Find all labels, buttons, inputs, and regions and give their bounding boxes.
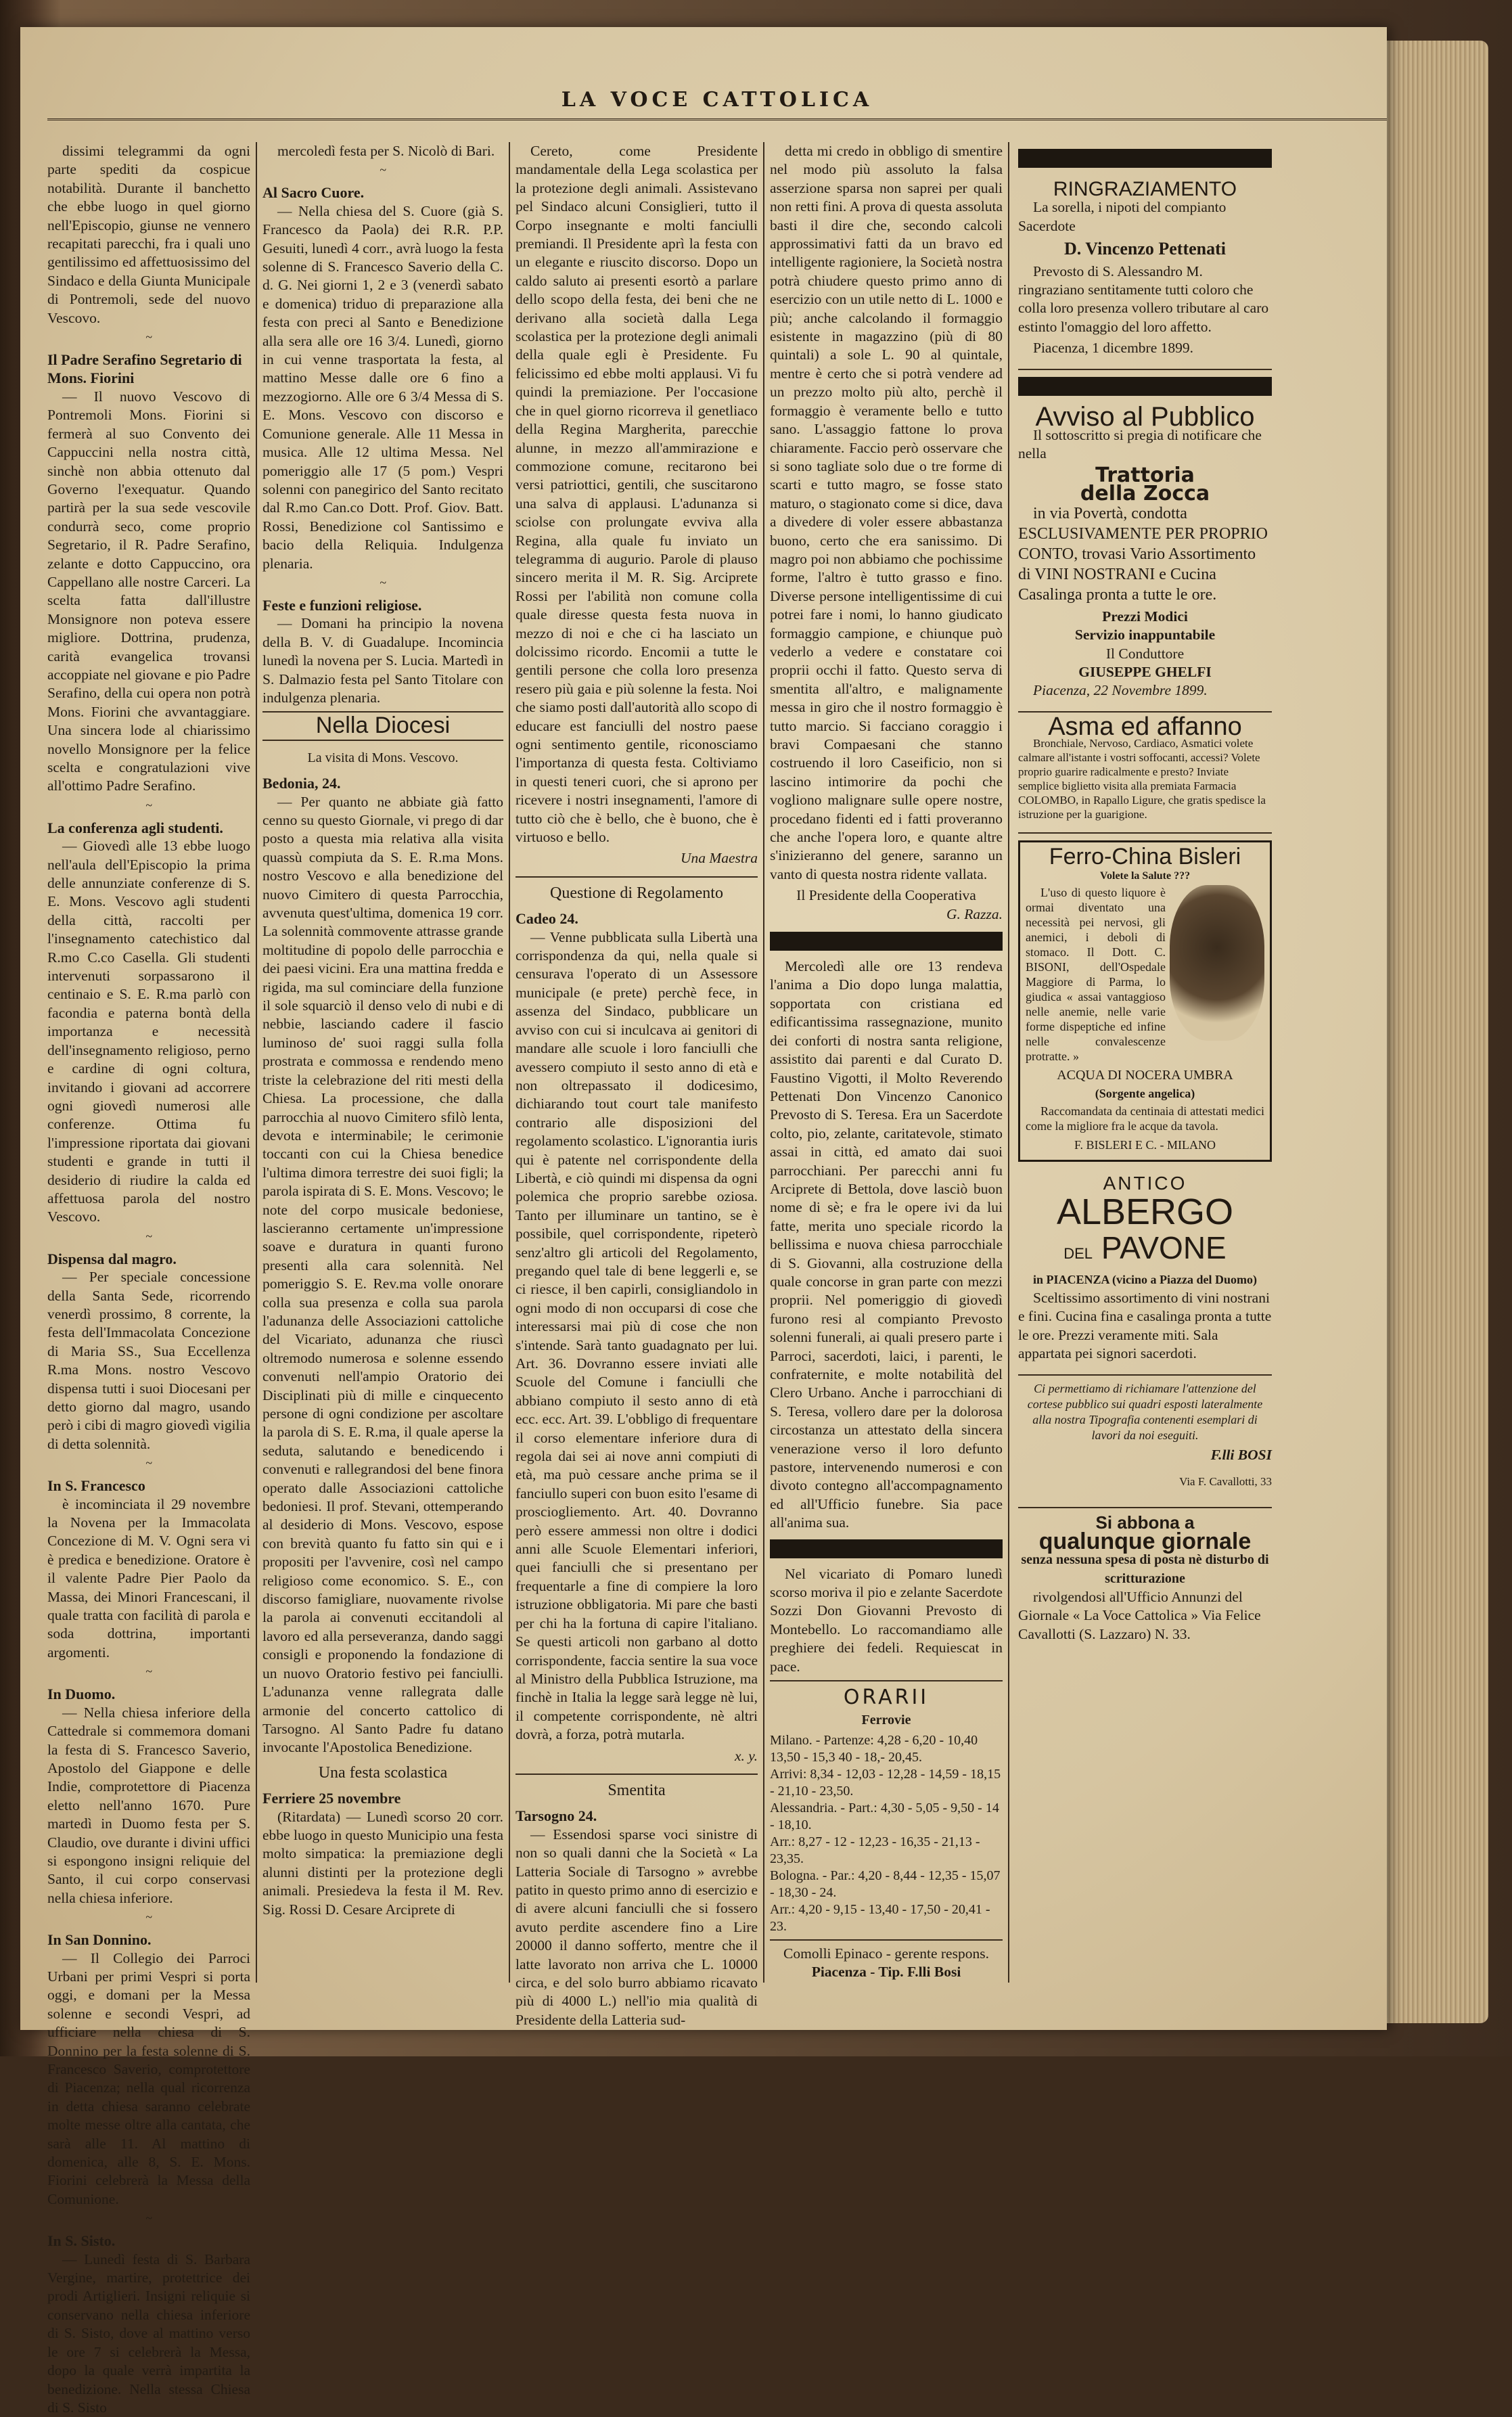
ad-text: Ci permettiamo di richiamare l'attenzione del cortese pubblico sui quadri esposti lateralmente alla nostra Tipografia contenenti esemplari di lavori da noi eseguiti. <box>1027 1381 1263 1442</box>
mourning-bar <box>1018 377 1272 396</box>
timetable-title: ORARII <box>843 1686 930 1710</box>
column-separator <box>1008 142 1009 1983</box>
divider <box>516 1774 758 1775</box>
article-signature: G. Razza. <box>946 905 1003 922</box>
ornament: ~ <box>380 163 386 177</box>
article-heading: Cadeo 24. <box>516 910 578 928</box>
ornament: ~ <box>145 798 152 812</box>
ornament: ~ <box>145 1229 152 1243</box>
page-stack-edge <box>1380 41 1488 2023</box>
article-text: mercoledì festa per S. Nicolò di Bari. <box>277 143 495 159</box>
article-heading: In S. Sisto. <box>47 2232 116 2250</box>
column-separator <box>256 142 257 1983</box>
timetable-subtitle: Ferrovie <box>861 1712 911 1727</box>
ad-trattoria-name: Trattoria <box>1095 463 1195 487</box>
article-text: — Nella chiesa del S. Cuore (già S. Francesco da Paola) dei R.R. P.P. Gesuiti, lunedì 4 corr., avrà luogo la festa solenne di S. Francesco Saverio della C. d. G. Nei giorni 1, 2 e 3 (venerdì sabato e domenica) triduo di preparazione alla festa con preci al Santo e Benedizione alla sera alle ore 16 3/4. Lunedì, giorno in cui venne trasportata la festa, al mattino Messe dalle ore 6 fino a mezzogiorno. Alle ore 6 3/4 Messa di S. E. Mons. Vescovo con discorso e Comunione generale. Alle 11 Messa in musica. Alle 12 ultima Messa. Nel pomeriggio alle 17 (5 pom.) Vespri solenni con panegirico del Santo recitato dal R.mo Can.co Dott. Prof. Giov. Batt. Rossi, Benedizione col Santissimo e bacio della Reliquia. Indulgenza plenaria. <box>262 202 503 572</box>
ad-title: Avviso al Pubblico <box>1035 401 1255 432</box>
article-text: dissimi telegrammi da ogni parte spediti da cospicue notabilità. Durante il banchetto che ebbe luogo in quel giorno nell'Episcopio, giunse ne vennero recapitati parecchi, fra i quali uno gentilissimo ed affettuosissimo del Sindaco e della Giunta Municipale di Pontremoli, sede del nuovo Vescovo. <box>47 143 250 326</box>
ad-text: Prevosto di S. Alessandro M. ringraziano sentitamente tutti coloro che colla loro presenza vollero tributare al caro estinto l'omaggio del loro affetto. <box>1018 263 1269 335</box>
ad-text: in via Povertà, condotta ESCLUSIVAMENTE PER PROPRIO CONTO, trovasi Vario Assortimento di VINI NOSTRANI e Cucina Casalinga pronta a tutte le ore. <box>1018 504 1268 604</box>
ad-text: ANTICO <box>1103 1173 1187 1194</box>
article-heading: Il Padre Serafino Segretario di Mons. Fiorini <box>47 351 242 387</box>
ad-signature: F.lli BOSI <box>1210 1446 1272 1463</box>
ornament: ~ <box>145 1910 152 1924</box>
article-signature: Una Maestra <box>680 850 758 867</box>
timetable-row: Bologna. - Par.: 4,20 - 8,44 - 12,35 - 15,07 - 18,30 - 24. <box>770 1868 1001 1900</box>
article-heading: Questione di Regolamento <box>550 884 723 902</box>
article-text: detta mi credo in obbligo di smentire nel modo più assoluto la falsa asserzione sparsa non saprei per quali non retti fini. A prova di questa assoluta basti il dire che, secondo calcoli approssimativi fatti da un bravo ed intelligente ragioniere, la Società nostra potrà chiudere questo primo anno di esercizio con un utile netto di L. 1000 e più; anche calcolando il formaggio esistente in magazzino (più di 80 quintali) a sole L. 90 al quintale, mentre è certo che si potrà vendere ad un prezzo molto più alto, perchè il formaggio è veramente bello e tutto sano. L'assaggio fattone lo prova chiaramente. Faccio però osservare che si sono tagliate solo due o tre forme di scarti e tutto magro, se fosse stato maturo, o stagionato come si dice, dava a divedere di voler essere abbastanza buono, certo che era sanissimo. Di magro poi non abbiamo che pochissime forme, l'altro è tutto grasso e fino. Diverse persone intelligentissime di cui potrei fare i nomi, lo hanno giudicato formaggio campione, e chiunque può vederlo a vedere e constatare coi proprii occhi il fatto. Questo serva di smentita all'altro, e malignamente messa in giro che il nostro formaggio è tutto marcio. Si facciano coraggio i bravi Compaesani che stanno costruendo il loro Caseificio, non si lascino intimorire da pochi che vogliono malignare sulle opere nostre, procedano fidenti ed i fatti proveranno che anche l'opera loro, e quante altre s'inizieranno del genere, saranno un vanto di questa nostra ridente vallata. <box>770 143 1003 882</box>
ad-title: Asma ed affanno <box>1048 712 1242 741</box>
article-text: — Essendosi sparse voci sinistre di non so quali danni che la Società « La Latteria Sociale di Tarsogno » avrebbe patito in questo primo anno di esercizio e di avere alcuni fanciulli che si fossero avuto perdite ascendere fino a Lire 20000 il danno sofferto, mentre che il latte lavorato non arriva che L. 10000 circa, e del solo burro abbiamo ricavato più di 4000 L.) nell'io mia qualità di Presidente della Latteria sud- <box>516 1826 758 2028</box>
ornament: ~ <box>145 1456 152 1470</box>
article-heading: Feste e funzioni religiose. <box>262 596 422 614</box>
article-text: — Per quanto ne abbiate già fatto cenno su questo Giornale, vi prego di dar posto a questa mia relativa alla visita quassù compiuta da S. E. R.ma Mons. nostro Vescovo e alla benedizione del nuovo Cimitero di questa Parrocchia, avvenuta quest'ultima, domenica 19 corr. La solennità commovente attrasse grande moltitudine di popolo delle parrocchia e dei paesi vicini. Era una mattina fredda e rigida, ma sul cominciare della funzione il sole squarciò il denso velo di nubi e di nebbie, lasciando cadere il fascio luminoso de' suoi raggi sulla folla prostrata e commossa e rendendo meno triste la celebrazione del riti mesti della Chiesa. La processione, che dalla parrocchia al nuovo Cimitero sfilò lenta, devota e interminabile; le cerimonie toccanti con cui la Chiesa benedice l'ultima dimora terrestre dei suoi figli; la parola ispirata di S. E. Mons. Vescovo; le note del corpo musicale bedoniese, lascieranno certamente un'impressione soave e duratura in quanti furono presenti alla cara solennità. Nel pomeriggio S. E. Rev.ma volle onorare colla sua presenza e colla sua parola l'adunanza delle Associazioni cattoliche del Vicariato, adunanza che riuscì oltremodo numerosa e solenne essendo convenuti nell'ampio Oratorio dei Disciplinati più di mille e cinquecento persone di ogni condizione per ascoltare la parola di S. E. R.ma, il quale aperse la seduta, salutando e benedicendo i convenuti e rallegrandosi del bene finora operato dalle Associazioni cattoliche bedoniesi. Il prof. Stevani, ottemperando al desiderio di Mons. Vescovo, espose con brevità quanto fu fatto sin qui e i propositi per l'avvenire, così nel campo religioso come economico. S. E., con discorso famigliare, nuovamente rivolse la parola ai convenuti eccitandoli al lavoro ed alla perseveranza, dando saggi consigli e proponendo la fondazione di un nuovo Oratorio festivo pei fanciulli. L'adunanza venne rallegrata dalle armonie del concerto cattolico di Tarsogno. Al Santo Padre fu datano invocante l'Apostolica Benedizione. <box>262 793 503 1756</box>
ad-text: Bronchiale, Nervoso, Cardiaco, Asmatici volete calmare all'istante i vostri soffocanti, accessi? Volete proprio guarire radicalmente e presto? Inviate semplice biglietto visita alla premiata Farmacia COLOMBO, in Rapallo Ligure, che gratis spedisce la istruzione per la guarigione. <box>1018 737 1266 821</box>
article-heading: Bedonia, 24. <box>262 775 341 792</box>
divider <box>516 876 758 878</box>
ad-title: RINGRAZIAMENTO <box>1053 178 1237 200</box>
ad-ringraziamento <box>1018 175 1272 370</box>
ad-signature: GIUSEPPE GHELFI <box>1078 663 1212 680</box>
timetable-row: Alessandria. - Part.: 4,30 - 5,05 - 9,50 - 14 - 18,10. <box>770 1800 999 1832</box>
ad-text: rivolgendosi all'Ufficio Annunzi del Giornale « La Voce Cattolica » Via Felice Cavallotti (S. Lazzaro) N. 33. <box>1018 1589 1261 1642</box>
ad-trattoria-name: della Zocca <box>1080 482 1210 506</box>
timetable <box>770 1732 1003 1935</box>
ad-text: La sorella, i nipoti del compianto Sacerdote <box>1018 199 1227 234</box>
ad-asma <box>1018 713 1272 834</box>
mourning-bar <box>770 1539 1003 1558</box>
column-3 <box>516 142 758 2028</box>
column-4 <box>770 142 1003 1983</box>
article-text: — Lunedì festa di S. Barbara Vergine, martire, protettrice dei prodi Artiglieri. Insigni reliquie si conservano nella chiesa inferiore di S. Sisto, dove al mattino verso le ore 7 si celebrerà la Messa, dopo la quale verrà impartita la benedizione. Nella stessa Chiesa di S. Sisto <box>47 2251 250 2416</box>
timetable-row: Arr.: 4,20 - 9,15 - 13,40 - 17,50 - 20,41 - 23. <box>770 1901 990 1934</box>
ad-name: D. Vincenzo Pettenati <box>1063 239 1226 259</box>
article-heading: Smentita <box>608 1781 666 1799</box>
column-1 <box>47 142 250 2416</box>
ad-date: Piacenza, 22 Novembre 1899. <box>1033 682 1208 699</box>
ad-title: PAVONE <box>1101 1229 1227 1265</box>
ad-albergo <box>1018 1169 1272 1375</box>
article-heading: La conferenza agli studenti. <box>47 819 223 836</box>
article-heading: Al Sacro Cuore. <box>262 184 365 202</box>
article-heading: In S. Francesco <box>47 1477 145 1495</box>
ornament: ~ <box>380 575 386 589</box>
timetable-row: Arr.: 8,27 - 12 - 12,23 - 16,35 - 21,13 - 23,35. <box>770 1834 980 1866</box>
masthead <box>47 80 1387 120</box>
ad-text: Servizio inappuntabile <box>1074 627 1216 643</box>
ad-title: Ferro-China Bisleri <box>1049 844 1241 870</box>
article-text: — Giovedì alle 13 ebbe luogo nell'aula dell'Episcopio la prima delle annunziate conferenze di S. E. Mons. Vescovo agli studenti della città, raccolti per l'insegnamento catechistico dal R.mo C.co Casella. Gli studenti intervenuti sorpassarono il centinaio e S. E. R.ma parlò con facondia e paterna bontà della importanza e necessità dell'insegnamento religioso, perno e cardine di ogni coltura, invitando i giovani ad accorrere ogni giovedì numerosi alle conferenze. Ottima fu l'impressione riportata dai giovani studenti e grande in tutti il desiderio di riudire la calda ed affettuosa parola del nostro Vescovo. <box>47 838 250 1225</box>
article-heading: In San Donnino. <box>47 1931 152 1949</box>
subheading: La visita di Mons. Vescovo. <box>307 750 459 765</box>
section-heading: Nella Diocesi <box>262 711 503 740</box>
mourning-bar <box>770 932 1003 951</box>
ad-text: Sceltissimo assortimento di vini nostrani e fini. Cucina fina e casalinga pronta a tutte le ore. Prezzi veramente miti. Sala appartata pei signori sacerdoti. <box>1018 1289 1272 1362</box>
ad-location: in PIACENZA (vicino a Piazza del Duomo) <box>1033 1272 1257 1286</box>
article-text: — Per speciale concessione della Santa Sede, ricorrendo venerdì prossimo, 8 corrente, la festa dell'Immacolata Concezione di Maria SS., Sua Eccellenza R.ma Mons. nostro Vescovo dispensa tutti i suoi Diocesani per detto giorno dal magro, usando però i cibi di magro giovedì vigilia di detta solennità. <box>47 1269 250 1452</box>
ad-text: Il sottoscritto si pregia di notificare che nella <box>1018 427 1262 462</box>
ad-tipografia <box>1018 1376 1272 1509</box>
article-heading: In Duomo. <box>47 1686 116 1703</box>
timetable-row: Arrivi: 8,34 - 12,03 - 12,28 - 14,59 - 18,15 - 21,10 - 23,50. <box>770 1766 1001 1799</box>
newspaper-page <box>20 27 1387 2416</box>
ad-date: Piacenza, 1 dicembre 1899. <box>1033 340 1194 357</box>
article-text: — Venne pubblicata sulla Libertà una corrispondenza da qui, nella quale si censurava l'operato di un Assessore municipale (e prete) perchè fece, in assenza del Sindaco, pubblicare un avviso con cui si inculcava ai genitori di mandare alle scuole i loro fanciulli che avessero compiuto il sesto anno di età e non oltrepassato il dodicesimo, dichiarando tout court tale manifesto contrario alle disposizioni del regolamento scolastico. L'ignorantia iuris qui è patente nel corrispondente della Libertà, e ciò quindi mi dispensa da ogni polemica che proprio sarebbe oziosa. Tanto per illuminare un tantino, se è possibile, quel corrispondente, ripeterò senz'altro gli articoli del Regolamento, pregando quel tale di bene leggerli e, se ci riesce, il ben capirli, consigliandolo in ogni modo di non occuparsi di cose che interessarsi mai più di cose che non s'intende. Sarà tanto guadagnato per lui. Art. 36. Dovranno essere inviati alle Scuole del Comune i fanciulli che abbiano compiuto il sesto anno di età ecc. ecc. Art. 39. L'obbligo di frequentare il corso elementare inferiore dura di regola dai sei ai nove anni compiuti di età, ma può cessare anche prima se il fanciullo superi con buon esito l'esame di prosciogliemento. Art. 40. Dovranno però essere ammessi non oltre i dodici anni alle Scuole Elementari inferiori, quei fanciulli che si presentano per frequentarle a fine di compiere la loro istruzione obbligatoria. Mi pare che basti per chi ha la fortuna di capire l'italiano. Se questi articoli non garbano al dotto corrispondente, faccia sentire la sua voce al Ministro della Pubblica Istruzione, ma finchè in Italia la legge sarà legge nè lui, il competente corrispondente, nè altri dovrà, a forza, potrà mutarla. <box>516 928 758 1743</box>
ad-title: ALBERGO <box>1056 1191 1234 1232</box>
article-text: — Domani ha principio la novena della B. V. di Guadalupe. Incomincia lunedì la novena per S. Lucia. Martedì in S. Dalmazio festa pel Santo Titolare con indulgenza plenaria. <box>262 615 503 706</box>
article-signature: x. y. <box>734 1747 758 1764</box>
obituary-text: Nel vicariato di Pomaro lunedì scorso moriva il pio e zelante Sacerdote Sozzi Don Giovanni Prevosto di Montebello. Lo raccomandiamo alle preghiere dei fedeli. Requiescat in pace. <box>770 1565 1003 1675</box>
ad-slogan: Volete la Salute ??? <box>1099 869 1191 882</box>
ad-text: Il Conduttore <box>1105 645 1185 662</box>
mourning-bar <box>1018 149 1272 168</box>
obituary-text: Mercoledì alle ore 13 rendeva l'anima a Dio dopo lunga malattia, sopportata con cristiana ed edificantissima rassegnazione, munito dei conforti di nostra santa religione, assistito dai parenti e dal Curato D. Faustino Vigotti, il Molto Reverendo Pettenati Don Vincenzo Canonico Prevosto di S. Teresa. Era un Sacerdote colto, pio, zelante, caritatevole, stimato assai in città, ed amato dai suoi parrocchiani. Per parecchi anni fu Arciprete di Bettola, dove lasciò buon nome di sè; e fra le opere ivi da lui fatte, merita uno speciale ricordo la bellissima e nuova chiesa parrocchiale di S. Giovanni, alla costruzione della quale concorse in gran parte con mezzi proprii. Nel pomeriggio di giovedì furono resi al compianto Prevosto solenni funerali, ai quali presero parte i Parroci, sacerdoti, laici, i parenti, le confraternite, e molte notabilità del Clero Urbano. Anche i parrocchiani di S. Teresa, vollero dare per la dolorosa circostanza un attestato della sincera venerazione verso il loro defunto pastore, intervenendo numerosi e con divoto contegno all'accompagnamento ed all'Ufficio funebre. Sia pace all'anima sua. <box>770 958 1003 1531</box>
ad-bisleri <box>1018 840 1272 1162</box>
ad-text: Prezzi Modici <box>1102 608 1188 625</box>
timetable-row: Milano. - Partenze: 4,28 - 6,20 - 10,40 13,50 - 15,3 40 - 18,- 20,45. <box>770 1732 978 1765</box>
column-2 <box>262 142 503 1983</box>
article-heading: Dispensa dal magro. <box>47 1250 177 1267</box>
article-text: — Nella chiesa inferiore della Cattedrale si commemora domani la festa di S. Francesco Saverio, Apostolo del Giappone e delle Indie, comprotettore di Piacenza eletto nell'anno 1670. Pure martedì in Duomo festa per S. Claudio, ove durante i divini uffici si espongono insigni reliquie del Santo, il cui corpo conservasi nella chiesa inferiore. <box>47 1704 250 1906</box>
article-text: — Il Collegio dei Parroci Urbani per primi Vespri si porta oggi, e domani per la Messa solenne e secondi Vespri, ad ufficiare nella chiesa di S. Donnino per la festa solenne di S. Francesco Saverio, comprotettore di Piacenza; nella qual ricorrenza in detta chiesa saranno celebrate molte messe oltre alla cantata, che sarà alle 11. Al mattino di domenica, alle 8, S. E. Mons. Fiorini celebrerà la Messa della Comunione. <box>47 1949 250 2207</box>
ornament: ~ <box>145 1665 152 1679</box>
divider <box>770 1939 1003 1941</box>
ad-product: ACQUA DI NOCERA UMBRA <box>1057 1067 1233 1083</box>
ornament: ~ <box>145 330 152 344</box>
ornament: ~ <box>145 2211 152 2226</box>
article-heading: Una festa scolastica <box>318 1763 448 1782</box>
ad-abbonamenti <box>1018 1508 1272 1654</box>
article-heading: Ferriere 25 novembre <box>262 1790 401 1807</box>
article-text: Cereto, come Presidente mandamentale della Lega scolastica per la protezione degli animali. Assistevano pel Sindaco alcuni Consiglieri, tutto il Corpo insegnante e molti fanciulli premiandi. Il Presidente aprì la festa con un elegante e riuscito discorso. Dopo un caldo saluto ai presenti esortò a parlare dello scopo della festa, dei beni che ne derivano alla società dalla Lega scolastica per la protezione degli animali della quale egli è Presidente. Fu felicissimo ed ebbe molti applausi. Vi fu quindi la premiazione. Per l'occasione che in quel giorno ricorreva il genetliaco della Regina Margherita, parecchie alunne, in mezzo all'ammirazione e commozione comune, recitarono bei versi patriottici, gentili, che suscitarono una salva di applausi. L'adunanza si sciolse con prolungate evviva alla Regina, alla quale fu inviato un telegramma di augurio. Parole di plauso sincero merita il M. R. Sig. Arciprete Rossi per l'abilità non comune colla quale diresse questa festa nuova in mezzo di noi e che ci ha lasciato un dolcissimo ricordo. Encomii a tutte le gentili persone che colla loro presenza resero più gaia e più solenne la festa. Noi che siamo posti dall'autorità allo scopo di educare est fanciulli del nostro paese ogni sentimento gentile, riconosciamo l'importanza di questa festa. Coltiviamo in questi teneri cuori, che si aprono per ricevere i nostri insegnamenti, l'amore di tutto ciò che è bello, che è buono, che è virtuoso e bello. <box>516 143 758 846</box>
newspaper-title: LA VOCE CATTOLICA <box>561 88 873 112</box>
ad-title: qualunque giornale <box>1038 1528 1252 1554</box>
ad-text: senza nessuna spesa di posta nè disturbo di scritturazione <box>1021 1552 1269 1586</box>
ad-subtitle: (Sorgente angelica) <box>1095 1087 1195 1101</box>
ad-title <box>1018 1231 1272 1271</box>
ad-trattoria <box>1018 403 1272 713</box>
article-heading: Tarsogno 24. <box>516 1807 597 1825</box>
ad-text: Raccomandata da centinaia di attestati medici come la migliore fra le acque da tavola. <box>1026 1104 1264 1133</box>
ads-column <box>1018 142 1272 1983</box>
article-signature: Il Presidente della Cooperativa <box>796 887 976 904</box>
ad-text: DEL <box>1063 1244 1093 1262</box>
column-separator <box>509 142 510 1983</box>
imprint-editor: Comolli Epinaco - gerente respons. <box>783 1945 989 1962</box>
ad-address: Via F. Cavallotti, 33 <box>1179 1475 1272 1488</box>
column-separator <box>763 142 764 1983</box>
divider <box>770 1680 1003 1681</box>
ad-title: Si abbona a <box>1095 1512 1195 1533</box>
ad-text: L'uso di questo liquore è ormai diventato una necessità pei nervosi, gli anemici, i deboli di stomaco. Il Dott. C. BISONI, dell'Ospedale Maggiore di Parma, lo giudica « assai vantaggioso nelle anemie, nelle varie forme dispeptiche ed infine nelle convalescenze protratte. » <box>1026 885 1166 1063</box>
article-text: è incominciata il 29 novembre la Novena per la Immacolata Concezione di M. V. Ogni sera vi è predica e benedizione. Oratore è il valente Padre Pier Paolo da Massa, dei Minori Francescani, il quale tratta con facilità di parola e soda dottrina, importanti argomenti. <box>47 1495 250 1661</box>
article-text: (Ritardata) — Lunedì scorso 20 corr. ebbe luogo in questo Municipio una festa molto simpatica: la premiazione degli alunni distinti per la protezione degli animali. Presiedeva la festa il M. Rev. Sig. Rossi D. Cesare Arciprete di <box>262 1808 503 1918</box>
ad-signature: F. BISLERI E C. - MILANO <box>1074 1137 1216 1152</box>
article-text: — Il nuovo Vescovo di Pontremoli Mons. Fiorini si fermerà al suo Convento dei Cappuccini nella nostra città, sinchè non abbia ottenuto dal Governo l'exequatur. Quando partirà per la sua sede vescovile condurrà seco, come proprio Segretario, il R. Padre Serafino, zelante e dotto Cappuccino, ora Cappellano alle nostre Carceri. La scelta fatta dall'illustre Monsignore non poteva essere migliore. Dottrina, prudenza, carità evangelica trovansi accoppiate nel giovane e pio Padre Serafino, della cui opera non potrà Mons. Fiorini che avvantaggiare. Una sincera lode al chiarissimo novello Monsignore per la felice scelta e congratulazioni vive all'ottimo Padre Serafino. <box>47 388 250 794</box>
imprint-printer: Piacenza - Tip. F.lli Bosi <box>811 1964 961 1981</box>
bisleri-illustration <box>1170 885 1264 1041</box>
